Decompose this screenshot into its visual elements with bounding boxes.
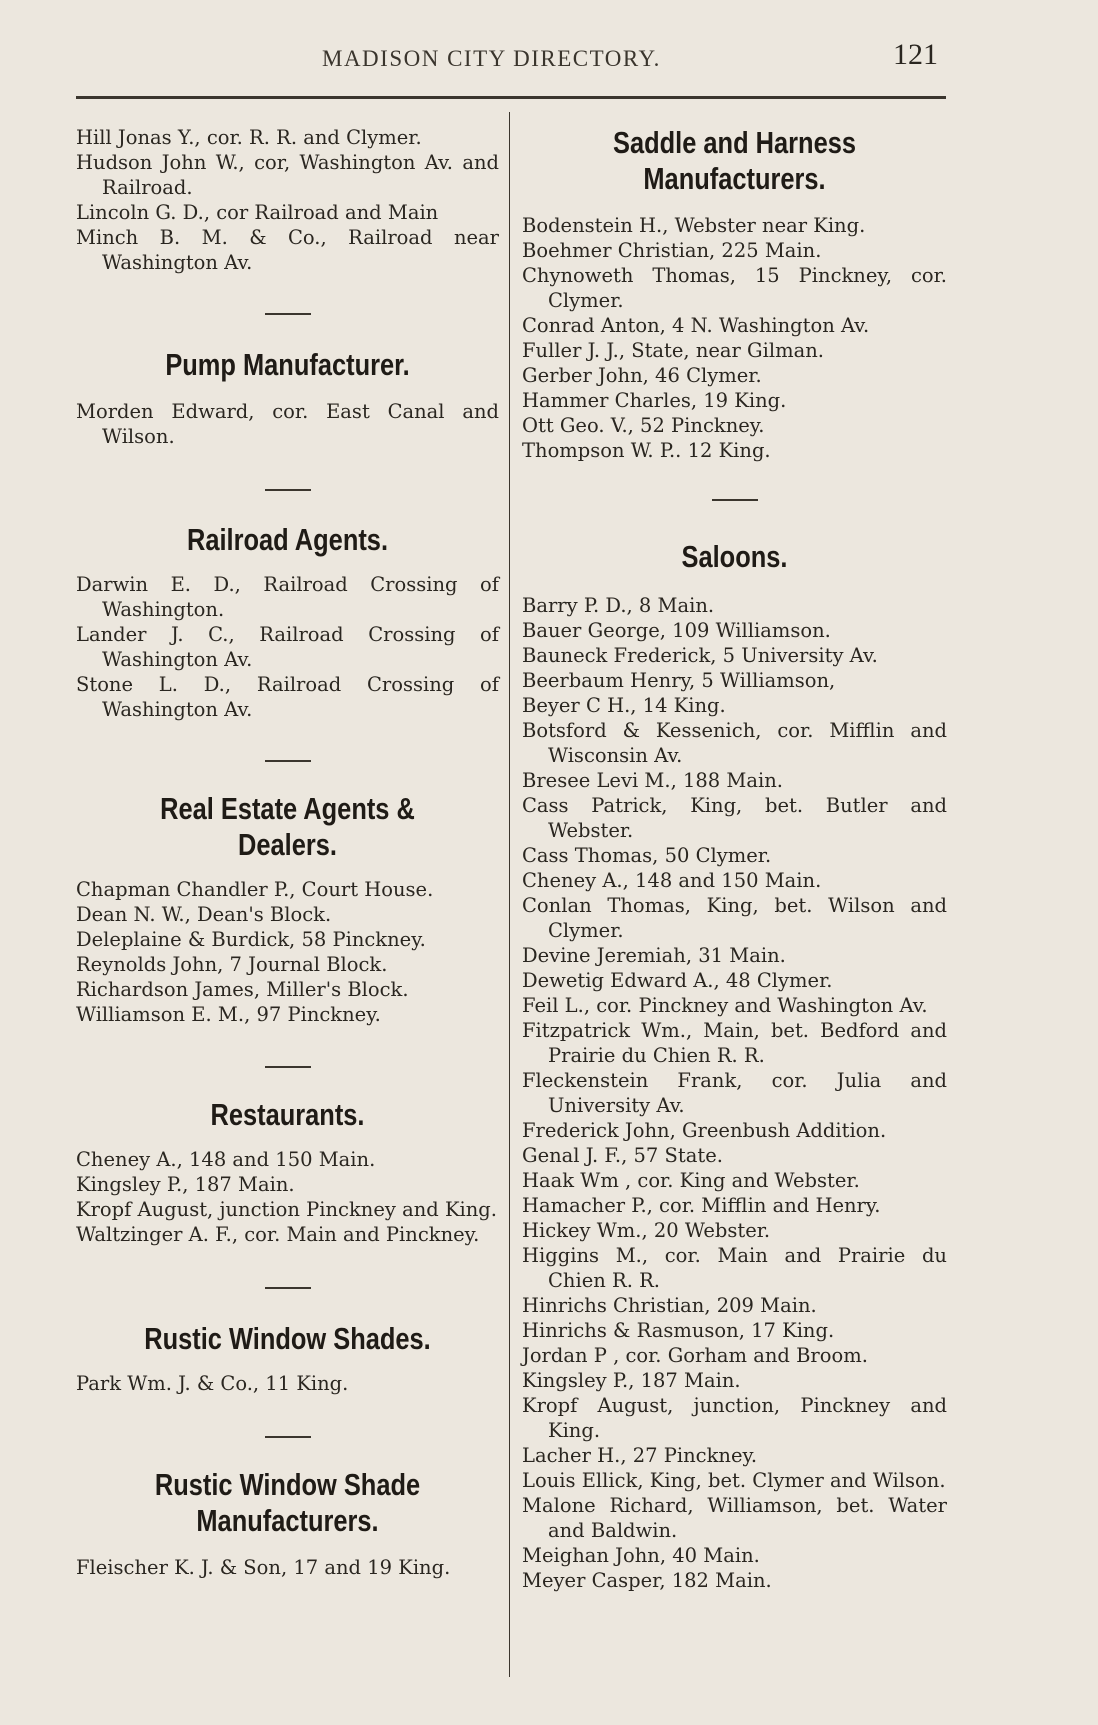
list-item: Chynoweth Thomas, 15 Pinckney, cor. Clymer. — [522, 264, 947, 312]
list-item: Gerber John, 46 Clymer. — [522, 364, 762, 387]
list-item: Bodenstein H., Webster near King. — [522, 214, 866, 237]
section-heading-railroad: Railroad Agents. — [186, 522, 389, 557]
section-divider — [265, 1287, 311, 1289]
list-item: Jordan P , cor. Gorham and Broom. — [522, 1344, 868, 1367]
section-heading-pump: Pump Manufacturer. — [165, 347, 410, 382]
list-item: Hammer Charles, 19 King. — [522, 389, 787, 412]
list-item: Beyer C H., 14 King. — [522, 694, 726, 717]
list-item: Frederick John, Greenbush Addition. — [522, 1119, 887, 1142]
list-item: Dewetig Edward A., 48 Clymer. — [522, 969, 833, 992]
list-item: Haak Wm , cor. King and Webster. — [522, 1169, 860, 1192]
list-item: Conlan Thomas, King, bet. Wilson and Clymer. — [522, 894, 947, 942]
list-item: Hickey Wm., 20 Webster. — [522, 1219, 771, 1242]
list-item: Beerbaum Henry, 5 Williamson, — [522, 669, 836, 692]
list-item: Bauer George, 109 Williamson. — [522, 619, 831, 642]
list-item: Bauneck Frederick, 5 University Av. — [522, 644, 878, 667]
list-item: Louis Ellick, King, bet. Clymer and Wilson. — [522, 1469, 946, 1492]
list-item: Ott Geo. V., 52 Pinckney. — [522, 414, 765, 437]
list-item: Dean N. W., Dean's Block. — [76, 903, 332, 926]
section-heading-saloons: Saloons. — [681, 539, 788, 574]
list-item: Lincoln G. D., cor Railroad and Main — [76, 201, 439, 224]
page-number: 121 — [893, 38, 938, 71]
list-item: Fuller J. J., State, near Gilman. — [522, 339, 824, 362]
list-item: Cass Patrick, King, bet. Butler and Webster. — [522, 794, 947, 842]
list-item: Malone Richard, Williamson, bet. Water and Baldwin. — [522, 1494, 947, 1542]
section-divider — [265, 489, 311, 491]
list-item: Fleckenstein Frank, cor. Julia and University Av. — [522, 1069, 947, 1117]
list-item: Devine Jeremiah, 31 Main. — [522, 944, 786, 967]
list-item: Genal J. F., 57 State. — [522, 1144, 723, 1167]
list-item: Boehmer Christian, 225 Main. — [522, 239, 822, 262]
list-item: Chapman Chandler P., Court House. — [76, 878, 434, 901]
column-divider — [509, 112, 510, 1677]
list-item: Kropf August, junction, Pinckney and King. — [522, 1394, 947, 1442]
running-head — [0, 38, 1098, 78]
list-item: Thompson W. P.. 12 King. — [522, 439, 771, 462]
list-item: Minch B. M. & Co., Railroad near Washington Av. — [76, 226, 499, 274]
list-item: Hudson John W., cor, Washington Av. and Railroad. — [76, 151, 499, 199]
list-item: Morden Edward, cor. East Canal and Wilson. — [76, 400, 499, 448]
list-item: Cheney A., 148 and 150 Main. — [522, 869, 822, 892]
list-item: Kropf August, junction Pinckney and King. — [76, 1198, 497, 1221]
list-item: Darwin E. D., Railroad Crossing of Washington. — [76, 573, 499, 621]
list-item: Waltzinger A. F., cor. Main and Pinckney. — [76, 1223, 480, 1246]
list-item: Barry P. D., 8 Main. — [522, 594, 715, 617]
list-item: Williamson E. M., 97 Pinckney. — [76, 1003, 381, 1026]
list-item: Bresee Levi M., 188 Main. — [522, 769, 783, 792]
list-item: Lacher H., 27 Pinckney. — [522, 1444, 758, 1467]
list-item: Richardson James, Miller's Block. — [76, 978, 409, 1001]
list-item: Kingsley P., 187 Main. — [522, 1369, 741, 1392]
list-item: Feil L., cor. Pinckney and Washington Av. — [522, 994, 928, 1017]
list-item: Lander J. C., Railroad Crossing of Washington Av. — [76, 623, 499, 671]
running-title: MADISON CITY DIRECTORY. — [322, 46, 661, 71]
list-item: Higgins M., cor. Main and Prairie du Chien R. R. — [522, 1244, 947, 1292]
list-item: Fleischer K. J. & Son, 17 and 19 King. — [76, 1556, 451, 1579]
list-item: Cass Thomas, 50 Clymer. — [522, 844, 772, 867]
list-item: Hinrichs & Rasmuson, 17 King. — [522, 1319, 835, 1342]
right-column — [522, 125, 947, 1593]
list-item: Hinrichs Christian, 209 Main. — [522, 1294, 817, 1317]
list-item: Deleplaine & Burdick, 58 Pinckney. — [76, 928, 426, 951]
section-heading-restaurants: Restaurants. — [210, 1097, 365, 1132]
list-item: Reynolds John, 7 Journal Block. — [76, 953, 388, 976]
list-item: Stone L. D., Railroad Crossing of Washington Av. — [76, 673, 499, 721]
section-divider — [265, 1436, 311, 1438]
list-item: Meighan John, 40 Main. — [522, 1544, 760, 1567]
section-heading-rustic-shades: Rustic Window Shades. — [144, 1321, 431, 1356]
list-item: Hill Jonas Y., cor. R. R. and Clymer. — [76, 126, 422, 149]
section-divider — [265, 1066, 311, 1068]
left-column — [76, 125, 499, 1580]
list-item: Kingsley P., 187 Main. — [76, 1173, 295, 1196]
list-item: Cheney A., 148 and 150 Main. — [76, 1148, 376, 1171]
list-item: Conrad Anton, 4 N. Washington Av. — [522, 314, 870, 337]
section-divider — [265, 313, 311, 315]
section-divider — [712, 499, 758, 501]
list-item: Botsford & Kessenich, cor. Mifflin and Wisconsin Av. — [522, 719, 947, 767]
list-item: Meyer Casper, 182 Main. — [522, 1569, 772, 1592]
list-item: Hamacher P., cor. Mifflin and Henry. — [522, 1194, 881, 1217]
section-heading-rustic-shade-mfrs: Rustic Window Shade Manufacturers. — [154, 1467, 421, 1538]
section-heading-saddle: Saddle and Harness Manufacturers. — [612, 125, 857, 196]
section-divider — [265, 760, 311, 762]
header-rule — [76, 96, 946, 99]
list-item: Park Wm. J. & Co., 11 King. — [76, 1372, 349, 1395]
section-heading-real-estate: Real Estate Agents & Dealers. — [160, 791, 415, 862]
list-item: Fitzpatrick Wm., Main, bet. Bedford and Prairie du Chien R. R. — [522, 1019, 947, 1067]
